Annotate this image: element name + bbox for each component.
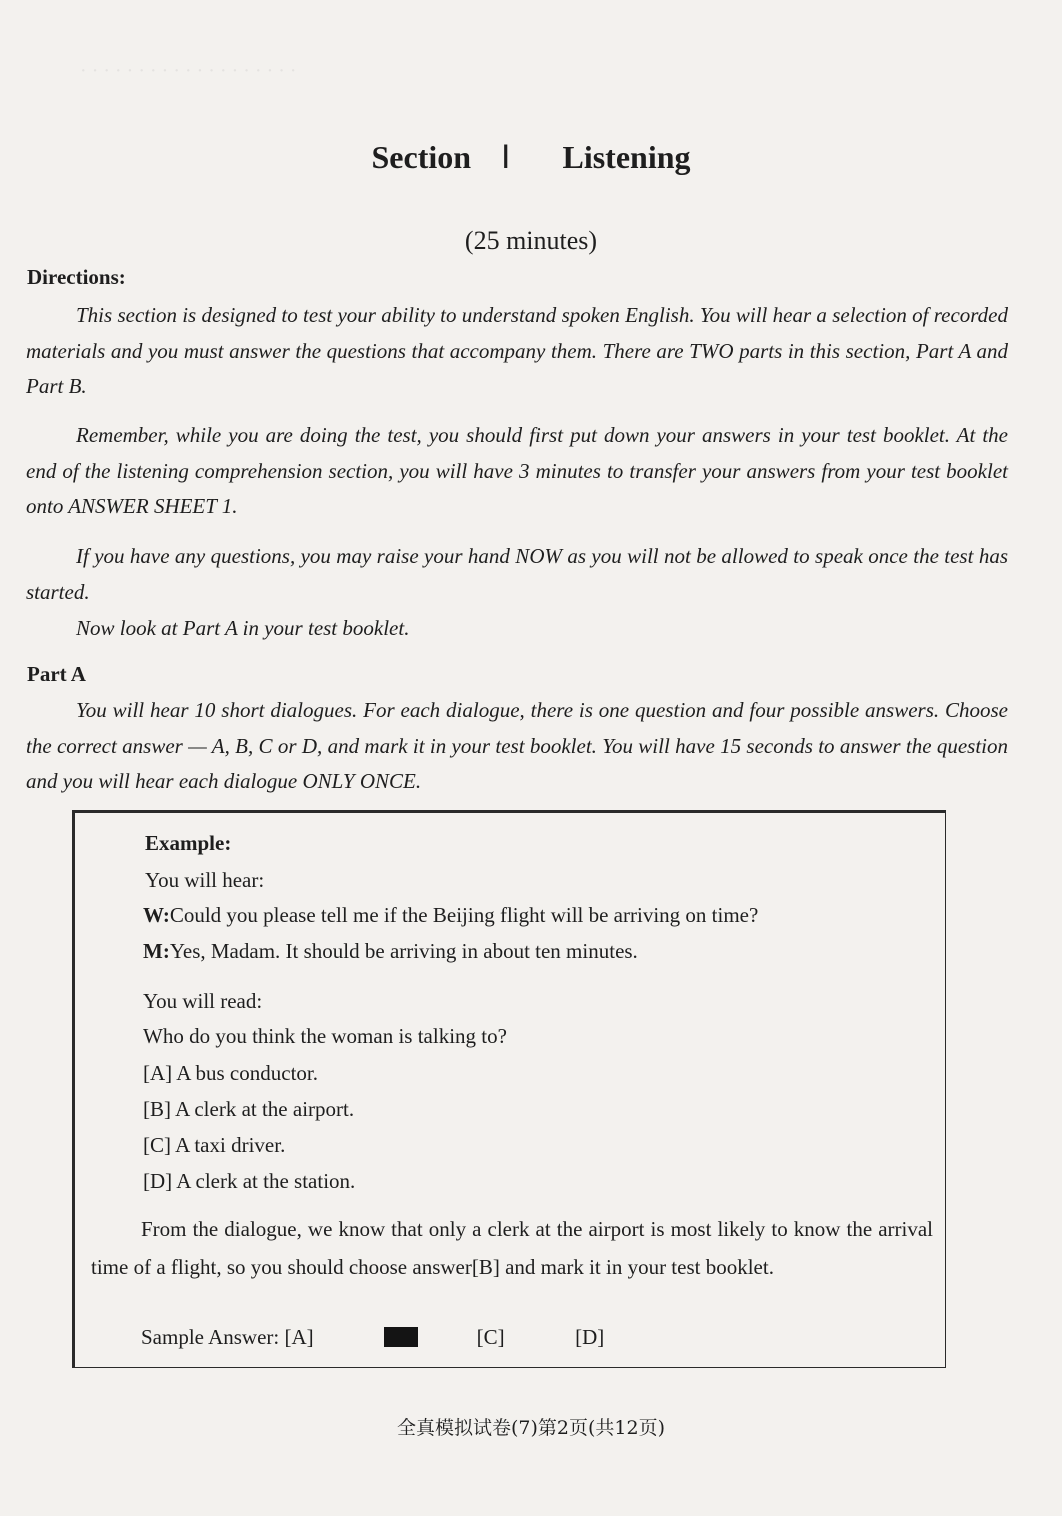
woman-line-text: Could you please tell me if the Beijing flight will be arriving on time?	[169, 903, 759, 927]
directions-paragraph-4	[26, 611, 1008, 647]
bleed-through-text: · · · · · · · · · · · · · · · · · · ·	[80, 60, 297, 82]
section-label: Section	[371, 139, 472, 175]
example-explanation-text: From the dialogue, we know that only a clerk at the airport is most likely to know the arrival time of a flight, so you should choose answer[B] and mark it in your test booklet.	[91, 1217, 933, 1279]
woman-line	[143, 903, 758, 928]
directions-paragraph-2	[26, 418, 1008, 525]
option-c-letter: [C]	[143, 1133, 171, 1157]
woman-speaker: W:	[143, 903, 170, 927]
sample-option-b-marked	[384, 1327, 418, 1347]
sample-option-c: [C]	[476, 1325, 505, 1349]
section-numeral: Ⅰ	[501, 139, 511, 175]
part-a-instructions-text: You will hear 10 short dialogues. For each dialogue, there is one question and four possible answers. Choose the correct answer — A, B, C or D, and mark it in your test booklet. You will have 15 seconds to answer the question and you will hear each dialogue ONLY ONCE.	[26, 698, 1008, 793]
directions-paragraph-1	[26, 298, 1008, 405]
part-a-instructions	[26, 693, 1008, 800]
option-d-text: A clerk at the station.	[176, 1169, 356, 1193]
man-line	[143, 939, 638, 964]
you-will-hear-label: You will hear:	[145, 868, 265, 892]
option-b	[143, 1097, 354, 1122]
directions-p4-text: Now look at Part A in your test booklet.	[76, 616, 410, 640]
directions-p1-text: This section is designed to test your ability to understand spoken English. You will hear a selection of recorded materials and you must answer the questions that accompany them. There are TWO parts in this section, Part A and Part B.	[26, 303, 1008, 398]
part-a-heading: Part A	[27, 662, 86, 686]
you-will-read-label: You will read:	[143, 989, 263, 1013]
option-d-letter: [D]	[143, 1169, 173, 1193]
option-a-text: A bus conductor.	[176, 1061, 318, 1085]
sample-option-a: [A]	[284, 1325, 314, 1349]
option-c	[143, 1133, 285, 1158]
directions-p3-text: If you have any questions, you may raise your hand NOW as you will not be allowed to speak once the test has started.	[26, 544, 1008, 604]
example-question: Who do you think the woman is talking to?	[143, 1024, 507, 1048]
example-explanation	[91, 1211, 933, 1286]
section-title	[0, 138, 1062, 176]
man-speaker: M:	[143, 939, 170, 963]
example-box	[72, 810, 946, 1368]
option-c-text: A taxi driver.	[175, 1133, 286, 1157]
man-line-text: Yes, Madam. It should be arriving in about ten minutes.	[169, 939, 638, 963]
option-b-text: A clerk at the airport.	[175, 1097, 355, 1121]
section-name: Listening	[562, 139, 691, 175]
option-a-letter: [A]	[143, 1061, 173, 1085]
option-a	[143, 1061, 318, 1086]
example-heading: Example:	[145, 831, 232, 855]
directions-paragraph-3	[26, 539, 1008, 610]
directions-heading: Directions:	[27, 265, 126, 289]
option-b-letter: [B]	[143, 1097, 171, 1121]
option-d	[143, 1169, 355, 1194]
directions-p2-text: Remember, while you are doing the test, you should first put down your answers in your test booklet. At the end of the listening comprehension section, you will have 3 minutes to transfer your answers from your test booklet onto ANSWER SHEET 1.	[26, 423, 1008, 518]
sample-answer	[141, 1325, 604, 1350]
sample-answer-label: Sample Answer:	[141, 1325, 280, 1349]
duration: (25 minutes)	[464, 226, 598, 255]
sample-option-d: [D]	[575, 1325, 605, 1349]
page-footer: 全真模拟试卷(7)第2页(共12页)	[396, 1417, 665, 1439]
